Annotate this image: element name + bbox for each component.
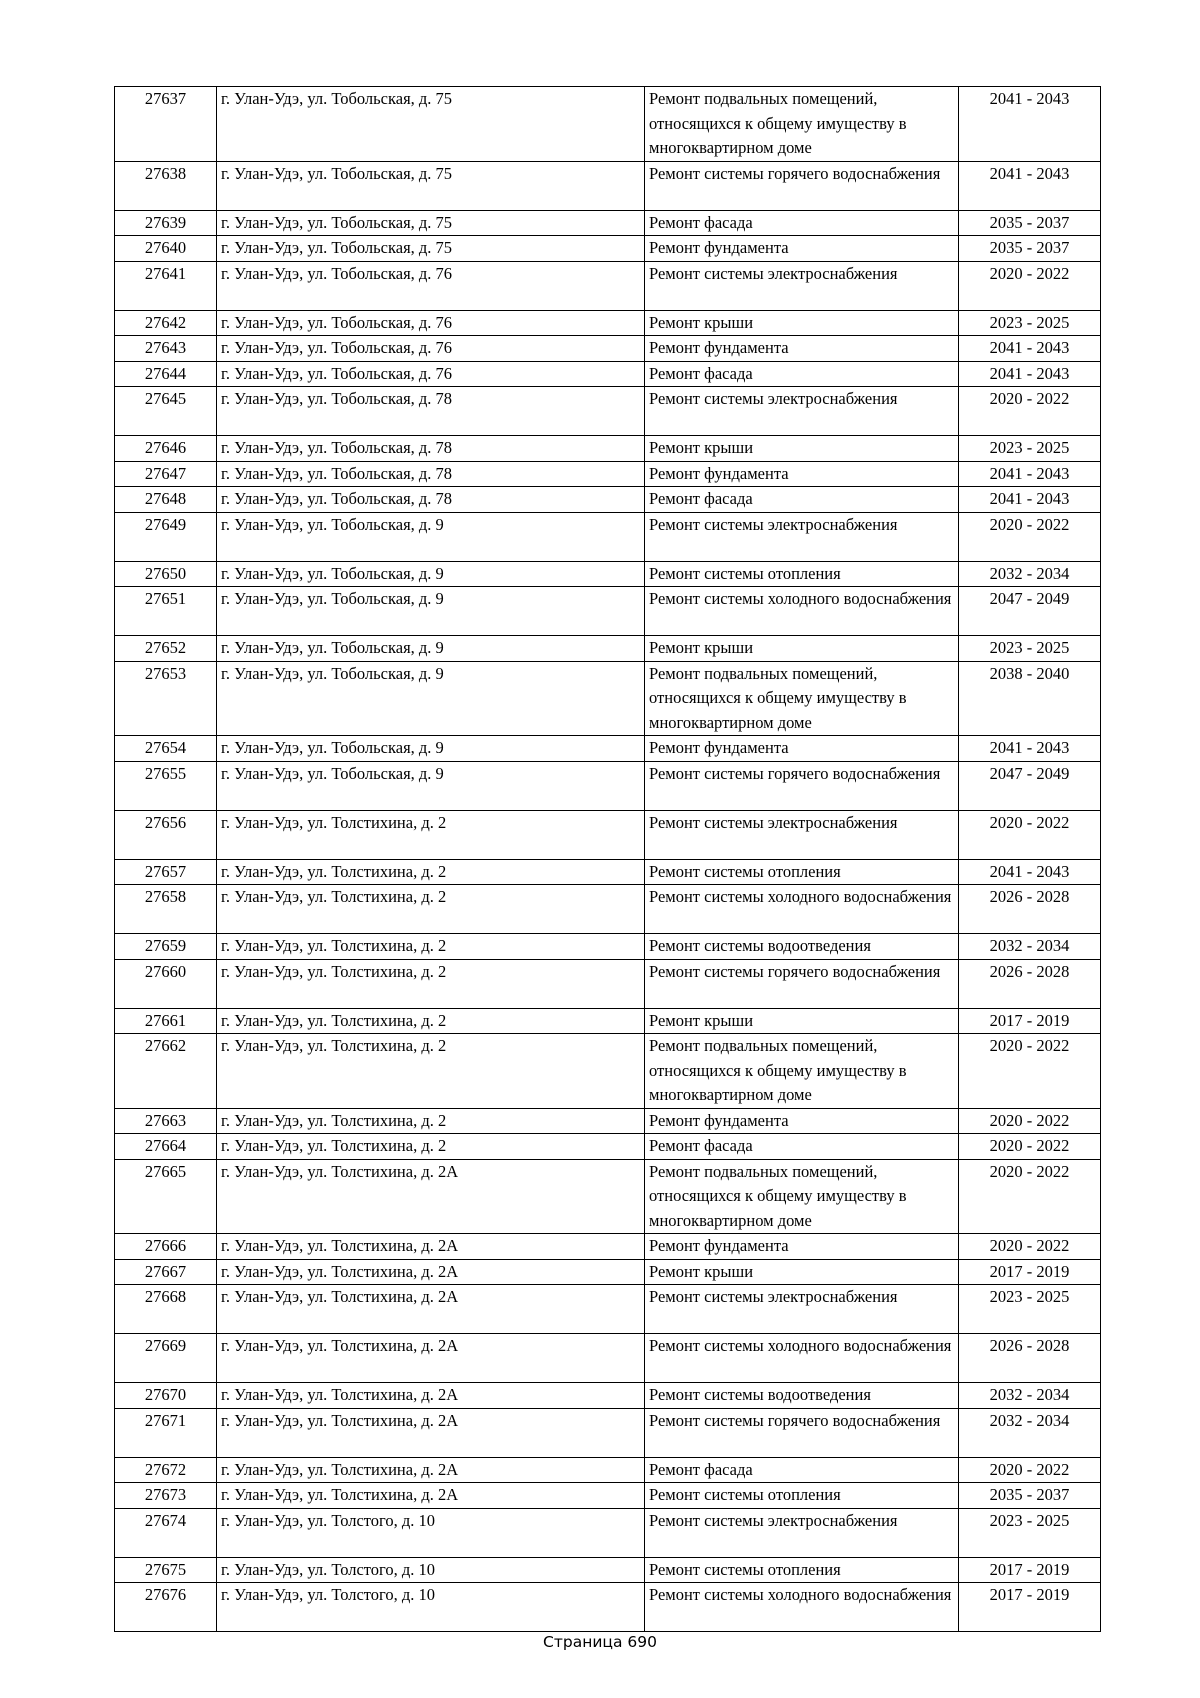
period-cell: 2041 - 2043 bbox=[959, 461, 1101, 487]
row-number-cell: 27646 bbox=[115, 436, 217, 462]
address-cell: г. Улан-Удэ, ул. Толстихина, д. 2А bbox=[217, 1383, 645, 1409]
address-cell: г. Улан-Удэ, ул. Толстихина, д. 2А bbox=[217, 1234, 645, 1260]
table-row bbox=[115, 361, 1101, 387]
work-type-cell: Ремонт системы электроснабжения bbox=[645, 261, 959, 310]
work-type-cell: Ремонт фундамента bbox=[645, 1234, 959, 1260]
address-cell: г. Улан-Удэ, ул. Тобольская, д. 76 bbox=[217, 361, 645, 387]
work-type-cell: Ремонт крыши bbox=[645, 310, 959, 336]
work-type-cell: Ремонт системы горячего водоснабжения bbox=[645, 1408, 959, 1457]
row-number-cell: 27643 bbox=[115, 336, 217, 362]
period-cell: 2041 - 2043 bbox=[959, 361, 1101, 387]
row-number-cell: 27647 bbox=[115, 461, 217, 487]
table-row bbox=[115, 661, 1101, 736]
row-number-cell: 27641 bbox=[115, 261, 217, 310]
row-number-cell: 27671 bbox=[115, 1408, 217, 1457]
table-row bbox=[115, 310, 1101, 336]
address-cell: г. Улан-Удэ, ул. Тобольская, д. 9 bbox=[217, 761, 645, 810]
period-cell: 2038 - 2040 bbox=[959, 661, 1101, 736]
work-type-cell: Ремонт крыши bbox=[645, 636, 959, 662]
period-cell: 2020 - 2022 bbox=[959, 512, 1101, 561]
address-cell: г. Улан-Удэ, ул. Тобольская, д. 78 bbox=[217, 487, 645, 513]
address-cell: г. Улан-Удэ, ул. Толстихина, д. 2 bbox=[217, 934, 645, 960]
row-number-cell: 27663 bbox=[115, 1108, 217, 1134]
period-cell: 2020 - 2022 bbox=[959, 1457, 1101, 1483]
address-cell: г. Улан-Удэ, ул. Тобольская, д. 75 bbox=[217, 87, 645, 162]
work-type-cell: Ремонт системы отопления bbox=[645, 561, 959, 587]
repair-schedule-table bbox=[114, 86, 1101, 1632]
table-body bbox=[115, 87, 1101, 1632]
work-type-cell: Ремонт фундамента bbox=[645, 461, 959, 487]
work-type-cell: Ремонт системы электроснабжения bbox=[645, 512, 959, 561]
period-cell: 2035 - 2037 bbox=[959, 1483, 1101, 1509]
row-number-cell: 27669 bbox=[115, 1334, 217, 1383]
row-number-cell: 27652 bbox=[115, 636, 217, 662]
period-cell: 2035 - 2037 bbox=[959, 210, 1101, 236]
address-cell: г. Улан-Удэ, ул. Толстихина, д. 2А bbox=[217, 1259, 645, 1285]
work-type-cell: Ремонт подвальных помещений, относящихся к общему имуществу в многоквартирном доме bbox=[645, 1034, 959, 1109]
period-cell: 2020 - 2022 bbox=[959, 1034, 1101, 1109]
row-number-cell: 27659 bbox=[115, 934, 217, 960]
row-number-cell: 27658 bbox=[115, 885, 217, 934]
table-row bbox=[115, 161, 1101, 210]
table-row bbox=[115, 1334, 1101, 1383]
work-type-cell: Ремонт фасада bbox=[645, 1457, 959, 1483]
address-cell: г. Улан-Удэ, ул. Толстихина, д. 2А bbox=[217, 1285, 645, 1334]
address-cell: г. Улан-Удэ, ул. Тобольская, д. 76 bbox=[217, 336, 645, 362]
table-row bbox=[115, 934, 1101, 960]
table-row bbox=[115, 236, 1101, 262]
address-cell: г. Улан-Удэ, ул. Толстихина, д. 2А bbox=[217, 1159, 645, 1234]
address-cell: г. Улан-Удэ, ул. Тобольская, д. 75 bbox=[217, 161, 645, 210]
work-type-cell: Ремонт фундамента bbox=[645, 1108, 959, 1134]
row-number-cell: 27645 bbox=[115, 387, 217, 436]
work-type-cell: Ремонт подвальных помещений, относящихся к общему имуществу в многоквартирном доме bbox=[645, 661, 959, 736]
work-type-cell: Ремонт системы электроснабжения bbox=[645, 810, 959, 859]
row-number-cell: 27654 bbox=[115, 736, 217, 762]
address-cell: г. Улан-Удэ, ул. Тобольская, д. 75 bbox=[217, 210, 645, 236]
period-cell: 2041 - 2043 bbox=[959, 87, 1101, 162]
address-cell: г. Улан-Удэ, ул. Толстихина, д. 2 bbox=[217, 1108, 645, 1134]
work-type-cell: Ремонт системы холодного водоснабжения bbox=[645, 1334, 959, 1383]
work-type-cell: Ремонт системы электроснабжения bbox=[645, 387, 959, 436]
table-row bbox=[115, 761, 1101, 810]
period-cell: 2023 - 2025 bbox=[959, 310, 1101, 336]
work-type-cell: Ремонт крыши bbox=[645, 436, 959, 462]
period-cell: 2047 - 2049 bbox=[959, 587, 1101, 636]
table-row bbox=[115, 959, 1101, 1008]
row-number-cell: 27660 bbox=[115, 959, 217, 1008]
period-cell: 2047 - 2049 bbox=[959, 761, 1101, 810]
row-number-cell: 27649 bbox=[115, 512, 217, 561]
row-number-cell: 27667 bbox=[115, 1259, 217, 1285]
address-cell: г. Улан-Удэ, ул. Толстого, д. 10 bbox=[217, 1508, 645, 1557]
table-row bbox=[115, 1259, 1101, 1285]
address-cell: г. Улан-Удэ, ул. Тобольская, д. 9 bbox=[217, 512, 645, 561]
table-row bbox=[115, 210, 1101, 236]
address-cell: г. Улан-Удэ, ул. Толстихина, д. 2 bbox=[217, 859, 645, 885]
address-cell: г. Улан-Удэ, ул. Тобольская, д. 78 bbox=[217, 387, 645, 436]
table-row bbox=[115, 1108, 1101, 1134]
address-cell: г. Улан-Удэ, ул. Толстихина, д. 2А bbox=[217, 1457, 645, 1483]
table-row bbox=[115, 1034, 1101, 1109]
address-cell: г. Улан-Удэ, ул. Тобольская, д. 9 bbox=[217, 636, 645, 662]
address-cell: г. Улан-Удэ, ул. Толстихина, д. 2А bbox=[217, 1334, 645, 1383]
row-number-cell: 27673 bbox=[115, 1483, 217, 1509]
table-row bbox=[115, 636, 1101, 662]
table-row bbox=[115, 436, 1101, 462]
period-cell: 2026 - 2028 bbox=[959, 1334, 1101, 1383]
address-cell: г. Улан-Удэ, ул. Толстихина, д. 2 bbox=[217, 810, 645, 859]
table-row bbox=[115, 561, 1101, 587]
table-row bbox=[115, 487, 1101, 513]
table-row bbox=[115, 512, 1101, 561]
table-row bbox=[115, 736, 1101, 762]
period-cell: 2035 - 2037 bbox=[959, 236, 1101, 262]
table-row bbox=[115, 859, 1101, 885]
address-cell: г. Улан-Удэ, ул. Тобольская, д. 75 bbox=[217, 236, 645, 262]
period-cell: 2041 - 2043 bbox=[959, 161, 1101, 210]
work-type-cell: Ремонт системы холодного водоснабжения bbox=[645, 587, 959, 636]
work-type-cell: Ремонт фасада bbox=[645, 1134, 959, 1160]
row-number-cell: 27676 bbox=[115, 1583, 217, 1632]
period-cell: 2017 - 2019 bbox=[959, 1583, 1101, 1632]
work-type-cell: Ремонт фасада bbox=[645, 361, 959, 387]
period-cell: 2020 - 2022 bbox=[959, 810, 1101, 859]
work-type-cell: Ремонт системы отопления bbox=[645, 1557, 959, 1583]
table-row bbox=[115, 1234, 1101, 1260]
table-row bbox=[115, 810, 1101, 859]
work-type-cell: Ремонт системы горячего водоснабжения bbox=[645, 161, 959, 210]
period-cell: 2041 - 2043 bbox=[959, 859, 1101, 885]
period-cell: 2041 - 2043 bbox=[959, 487, 1101, 513]
row-number-cell: 27651 bbox=[115, 587, 217, 636]
work-type-cell: Ремонт системы горячего водоснабжения bbox=[645, 959, 959, 1008]
address-cell: г. Улан-Удэ, ул. Тобольская, д. 9 bbox=[217, 561, 645, 587]
work-type-cell: Ремонт подвальных помещений, относящихся к общему имуществу в многоквартирном доме bbox=[645, 87, 959, 162]
address-cell: г. Улан-Удэ, ул. Толстого, д. 10 bbox=[217, 1557, 645, 1583]
period-cell: 2023 - 2025 bbox=[959, 436, 1101, 462]
row-number-cell: 27675 bbox=[115, 1557, 217, 1583]
table-row bbox=[115, 336, 1101, 362]
row-number-cell: 27653 bbox=[115, 661, 217, 736]
table-row bbox=[115, 1134, 1101, 1160]
period-cell: 2041 - 2043 bbox=[959, 736, 1101, 762]
row-number-cell: 27674 bbox=[115, 1508, 217, 1557]
work-type-cell: Ремонт крыши bbox=[645, 1008, 959, 1034]
work-type-cell: Ремонт системы водоотведения bbox=[645, 934, 959, 960]
table-row bbox=[115, 587, 1101, 636]
row-number-cell: 27640 bbox=[115, 236, 217, 262]
address-cell: г. Улан-Удэ, ул. Тобольская, д. 9 bbox=[217, 587, 645, 636]
table-row bbox=[115, 885, 1101, 934]
row-number-cell: 27670 bbox=[115, 1383, 217, 1409]
table-row bbox=[115, 1583, 1101, 1632]
work-type-cell: Ремонт крыши bbox=[645, 1259, 959, 1285]
period-cell: 2023 - 2025 bbox=[959, 1285, 1101, 1334]
table-row bbox=[115, 1159, 1101, 1234]
period-cell: 2032 - 2034 bbox=[959, 1383, 1101, 1409]
row-number-cell: 27639 bbox=[115, 210, 217, 236]
address-cell: г. Улан-Удэ, ул. Толстихина, д. 2 bbox=[217, 1008, 645, 1034]
address-cell: г. Улан-Удэ, ул. Тобольская, д. 76 bbox=[217, 310, 645, 336]
row-number-cell: 27655 bbox=[115, 761, 217, 810]
table-row bbox=[115, 461, 1101, 487]
period-cell: 2032 - 2034 bbox=[959, 934, 1101, 960]
address-cell: г. Улан-Удэ, ул. Тобольская, д. 78 bbox=[217, 461, 645, 487]
work-type-cell: Ремонт системы отопления bbox=[645, 1483, 959, 1509]
row-number-cell: 27637 bbox=[115, 87, 217, 162]
work-type-cell: Ремонт системы электроснабжения bbox=[645, 1285, 959, 1334]
table-row bbox=[115, 1285, 1101, 1334]
work-type-cell: Ремонт фасада bbox=[645, 487, 959, 513]
table-row bbox=[115, 1483, 1101, 1509]
work-type-cell: Ремонт подвальных помещений, относящихся к общему имуществу в многоквартирном доме bbox=[645, 1159, 959, 1234]
period-cell: 2020 - 2022 bbox=[959, 1134, 1101, 1160]
period-cell: 2026 - 2028 bbox=[959, 885, 1101, 934]
table-row bbox=[115, 1008, 1101, 1034]
row-number-cell: 27657 bbox=[115, 859, 217, 885]
row-number-cell: 27672 bbox=[115, 1457, 217, 1483]
table-row bbox=[115, 261, 1101, 310]
row-number-cell: 27644 bbox=[115, 361, 217, 387]
table-row bbox=[115, 1508, 1101, 1557]
work-type-cell: Ремонт системы отопления bbox=[645, 859, 959, 885]
address-cell: г. Улан-Удэ, ул. Толстихина, д. 2А bbox=[217, 1483, 645, 1509]
address-cell: г. Улан-Удэ, ул. Толстихина, д. 2 bbox=[217, 885, 645, 934]
address-cell: г. Улан-Удэ, ул. Толстихина, д. 2 bbox=[217, 959, 645, 1008]
page-number: Страница 690 bbox=[543, 1633, 657, 1651]
row-number-cell: 27648 bbox=[115, 487, 217, 513]
row-number-cell: 27661 bbox=[115, 1008, 217, 1034]
period-cell: 2023 - 2025 bbox=[959, 636, 1101, 662]
address-cell: г. Улан-Удэ, ул. Тобольская, д. 9 bbox=[217, 736, 645, 762]
work-type-cell: Ремонт системы водоотведения bbox=[645, 1383, 959, 1409]
row-number-cell: 27656 bbox=[115, 810, 217, 859]
table-row bbox=[115, 87, 1101, 162]
row-number-cell: 27650 bbox=[115, 561, 217, 587]
row-number-cell: 27666 bbox=[115, 1234, 217, 1260]
period-cell: 2026 - 2028 bbox=[959, 959, 1101, 1008]
work-type-cell: Ремонт фасада bbox=[645, 210, 959, 236]
period-cell: 2020 - 2022 bbox=[959, 1234, 1101, 1260]
work-type-cell: Ремонт системы холодного водоснабжения bbox=[645, 1583, 959, 1632]
period-cell: 2020 - 2022 bbox=[959, 261, 1101, 310]
period-cell: 2023 - 2025 bbox=[959, 1508, 1101, 1557]
period-cell: 2017 - 2019 bbox=[959, 1008, 1101, 1034]
period-cell: 2032 - 2034 bbox=[959, 1408, 1101, 1457]
address-cell: г. Улан-Удэ, ул. Тобольская, д. 9 bbox=[217, 661, 645, 736]
row-number-cell: 27638 bbox=[115, 161, 217, 210]
row-number-cell: 27662 bbox=[115, 1034, 217, 1109]
row-number-cell: 27664 bbox=[115, 1134, 217, 1160]
table-row bbox=[115, 387, 1101, 436]
period-cell: 2041 - 2043 bbox=[959, 336, 1101, 362]
row-number-cell: 27668 bbox=[115, 1285, 217, 1334]
period-cell: 2020 - 2022 bbox=[959, 1159, 1101, 1234]
table-row bbox=[115, 1383, 1101, 1409]
address-cell: г. Улан-Удэ, ул. Толстихина, д. 2 bbox=[217, 1034, 645, 1109]
table-row bbox=[115, 1457, 1101, 1483]
work-type-cell: Ремонт системы горячего водоснабжения bbox=[645, 761, 959, 810]
work-type-cell: Ремонт фундамента bbox=[645, 736, 959, 762]
period-cell: 2032 - 2034 bbox=[959, 561, 1101, 587]
table-row bbox=[115, 1557, 1101, 1583]
work-type-cell: Ремонт системы холодного водоснабжения bbox=[645, 885, 959, 934]
address-cell: г. Улан-Удэ, ул. Толстихина, д. 2А bbox=[217, 1408, 645, 1457]
period-cell: 2020 - 2022 bbox=[959, 387, 1101, 436]
work-type-cell: Ремонт системы электроснабжения bbox=[645, 1508, 959, 1557]
address-cell: г. Улан-Удэ, ул. Тобольская, д. 76 bbox=[217, 261, 645, 310]
period-cell: 2017 - 2019 bbox=[959, 1259, 1101, 1285]
address-cell: г. Улан-Удэ, ул. Толстихина, д. 2 bbox=[217, 1134, 645, 1160]
address-cell: г. Улан-Удэ, ул. Толстого, д. 10 bbox=[217, 1583, 645, 1632]
period-cell: 2017 - 2019 bbox=[959, 1557, 1101, 1583]
table-row bbox=[115, 1408, 1101, 1457]
period-cell: 2020 - 2022 bbox=[959, 1108, 1101, 1134]
work-type-cell: Ремонт фундамента bbox=[645, 236, 959, 262]
row-number-cell: 27665 bbox=[115, 1159, 217, 1234]
work-type-cell: Ремонт фундамента bbox=[645, 336, 959, 362]
row-number-cell: 27642 bbox=[115, 310, 217, 336]
address-cell: г. Улан-Удэ, ул. Тобольская, д. 78 bbox=[217, 436, 645, 462]
